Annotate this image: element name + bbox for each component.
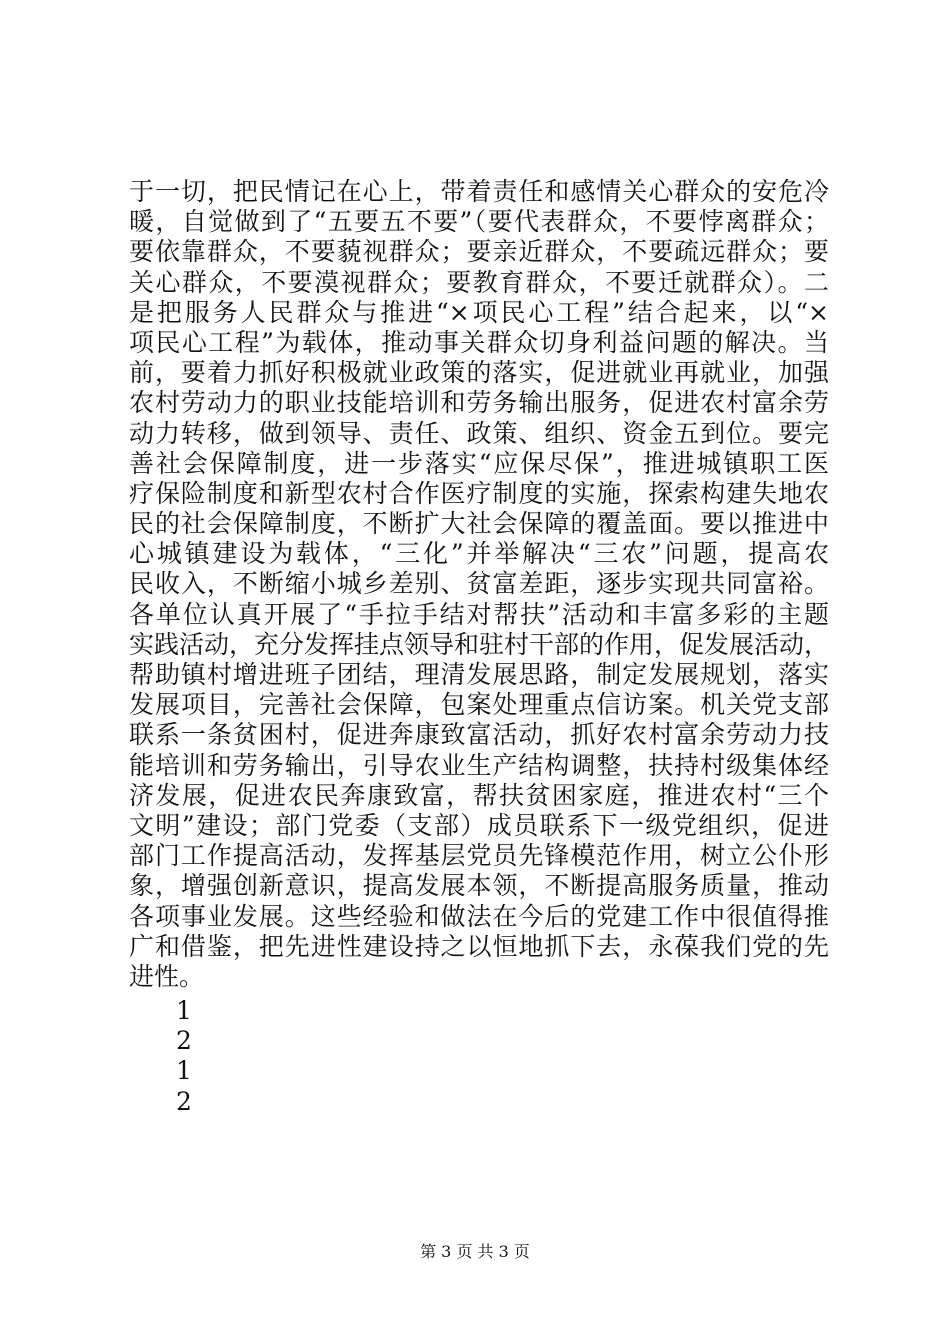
text-line: 民收入，不断缩小城乡差别、贫富差距，逐步实现共同富裕。 — [129, 569, 829, 599]
text-line: 帮助镇村增进班子团结，理清发展思路，制定发展规划，落实 — [129, 660, 829, 689]
text-line: 联系一条贫困村，促进奔康致富活动，抓好农村富余劳动力技 — [129, 720, 829, 750]
text-line: 象，增强创新意识，提高发展本领，不断提高服务质量，推动 — [129, 871, 829, 901]
text-line: 于一切，把民情记在心上，带着责任和感情关心群众的安危冷 — [129, 177, 829, 206]
text-line: 善社会保障制度，进一步落实“应保尽保”，推进城镇职工医 — [129, 448, 829, 478]
text-line: 民的社会保障制度，不断扩大社会保障的覆盖面。要以推进中 — [129, 509, 829, 539]
text-line: 要依靠群众，不要藐视群众；要亲近群众，不要疏远群众；要 — [129, 237, 829, 267]
text-line: 是把服务人民群众与推进“×项民心工程”结合起来，以“× — [129, 297, 829, 327]
body-paragraph — [129, 177, 829, 992]
page-number-label: 第 3 页 共 3 页 — [420, 1242, 530, 1261]
list-number: 1 — [176, 996, 192, 1025]
text-line: 进性。 — [129, 961, 205, 991]
text-line: 部门工作提高活动，发挥基层党员先锋模范作用，树立公仆形 — [129, 841, 829, 871]
text-line: 各项事业发展。这些经验和做法在今后的党建工作中很值得推 — [129, 901, 829, 931]
text-line: 广和借鉴，把先进性建设持之以恒地抓下去，永葆我们党的先 — [129, 931, 829, 961]
list-number: 2 — [176, 1026, 192, 1056]
list-number: 1 — [176, 1056, 192, 1086]
text-line: 疗保险制度和新型农村合作医疗制度的实施，探索构建失地农 — [129, 478, 829, 508]
text-line: 心城镇建设为载体，“三化”并举解决“三农”问题，提高农 — [129, 539, 829, 569]
text-line: 实践活动，充分发挥挂点领导和驻村干部的作用，促发展活动， — [129, 629, 830, 659]
text-line: 能培训和劳务输出，引导农业生产结构调整，扶持村级集体经 — [129, 750, 829, 780]
text-line: 农村劳动力的职业技能培训和劳务输出服务，促进农村富余劳 — [129, 388, 829, 418]
text-line: 济发展，促进农民奔康致富，帮扶贫困家庭，推进农村“三个 — [129, 780, 829, 810]
list-number: 2 — [176, 1086, 192, 1116]
text-line: 文明”建设；部门党委（支部）成员联系下一级党组织，促进 — [129, 810, 829, 840]
text-line: 项民心工程”为载体，推动事关群众切身利益问题的解决。当 — [129, 327, 829, 357]
text-line: 关心群众，不要漠视群众；要教育群众，不要迁就群众）。二 — [129, 267, 829, 297]
text-line: 前，要着力抓好积极就业政策的落实，促进就业再就业，加强 — [129, 358, 829, 388]
text-line: 动力转移，做到领导、责任、政策、组织、资金五到位。要完 — [129, 418, 829, 448]
number-list — [176, 996, 192, 1117]
text-line: 暖，自觉做到了“五要五不要”（要代表群众，不要悖离群众； — [129, 207, 829, 237]
page-footer — [0, 1242, 950, 1262]
text-line: 各单位认真开展了“手拉手结对帮扶”活动和丰富多彩的主题 — [129, 599, 829, 629]
text-line: 发展项目，完善社会保障，包案处理重点信访案。机关党支部 — [129, 690, 829, 720]
